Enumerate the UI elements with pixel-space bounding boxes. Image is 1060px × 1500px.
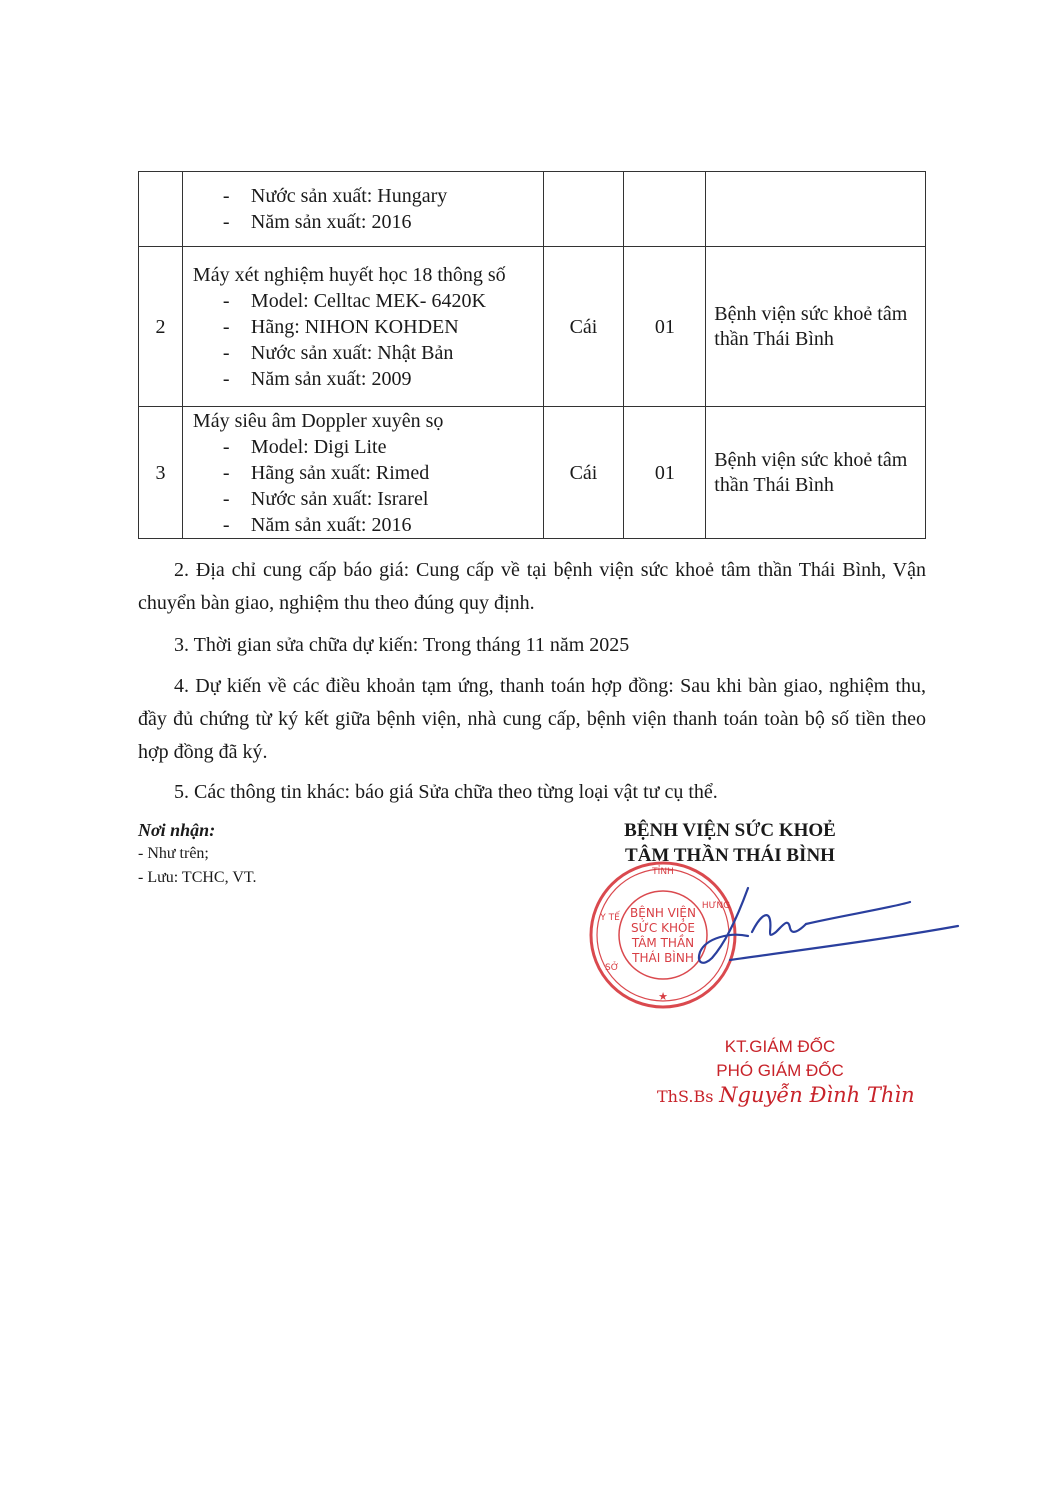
spec-item: - Hãng sản xuất: Rimed [221, 460, 537, 486]
signer-roles [680, 1035, 880, 1083]
equipment-name: Máy xét nghiệm huyết học 18 thông số [192, 263, 506, 286]
spec-list [193, 183, 537, 235]
paragraph-delivery-address [138, 554, 926, 620]
equipment-description [182, 407, 543, 539]
paragraph-repair-time [138, 629, 926, 662]
signer-name: Nguyễn Đình Thìn [719, 1083, 915, 1107]
unit-cell: Cái [543, 247, 624, 407]
org-line: TÂM THẦN THÁI BÌNH [625, 845, 835, 866]
spec-item: - Năm sản xuất: 2016 [221, 209, 537, 235]
paragraph-other-info [138, 776, 926, 809]
paragraph-text: 3. Thời gian sửa chữa dự kiến: Trong tháng 11 năm 2025 [174, 634, 630, 656]
paragraph-text: 2. Địa chỉ cung cấp báo giá: Cung cấp về tại bệnh viện sức khoẻ tâm thần Thái Bình, Vận chuyển bàn giao, nghiệm thu theo đúng quy định. [138, 559, 926, 614]
spec-list [193, 288, 537, 392]
recipients-block [138, 818, 256, 890]
paragraph-payment-terms [138, 670, 926, 769]
quantity-cell: 01 [624, 247, 706, 407]
quantity-cell: 01 [624, 407, 706, 539]
table-row [139, 407, 926, 539]
svg-text:TỈNH: TỈNH [652, 867, 674, 877]
location-cell [706, 172, 926, 247]
svg-text:SỞ: SỞ [605, 963, 619, 973]
table-row [139, 247, 926, 407]
equipment-description [182, 172, 543, 247]
signer-role: PHÓ GIÁM ĐỐC [716, 1061, 844, 1080]
paragraph-text: 4. Dự kiến về các điều khoản tạm ứng, thanh toán hợp đồng: Sau khi bàn giao, nghiệm thu, đầy đủ chứng từ ký kết giữa bệnh viện, nhà cung cấp, bệnh viện thanh toán toàn bộ số tiền theo hợp đồng đã ký. [138, 675, 926, 763]
svg-text:BỆNH VIỆN: BỆNH VIỆN [630, 906, 696, 920]
org-line: BỆNH VIỆN SỨC KHOẺ [624, 820, 836, 841]
spec-list [193, 434, 537, 538]
location-cell: Bệnh viện sức khoẻ tâm thần Thái Bình [706, 407, 926, 539]
spec-item: - Nước sản xuất: Nhật Bản [221, 340, 537, 366]
table-row [139, 172, 926, 247]
spec-item: - Model: Digi Lite [221, 434, 537, 460]
spec-item: - Hãng: NIHON KOHDEN [221, 314, 537, 340]
spec-item: - Nước sản xuất: Israrel [221, 486, 537, 512]
handwritten-signature [690, 880, 960, 970]
spec-item: - Năm sản xuất: 2016 [221, 512, 537, 538]
paragraph-text: 5. Các thông tin khác: báo giá Sửa chữa theo từng loại vật tư cụ thể. [174, 781, 718, 803]
svg-text:TÂM THẦN: TÂM THẦN [631, 936, 695, 950]
row-number: 3 [139, 407, 183, 539]
row-number [139, 172, 183, 247]
signer-role: KT.GIÁM ĐỐC [724, 1037, 836, 1056]
svg-text:SỨC KHỎE: SỨC KHỎE [630, 921, 696, 935]
equipment-table [138, 171, 926, 539]
svg-text:HƯNG: HƯNG [701, 901, 731, 911]
spec-item: - Năm sản xuất: 2009 [221, 366, 537, 392]
unit-cell: Cái [543, 407, 624, 539]
spec-item: - Nước sản xuất: Hungary [221, 183, 537, 209]
equipment-description [182, 247, 543, 407]
quantity-cell [624, 172, 706, 247]
svg-text:★: ★ [658, 990, 668, 1003]
recipient-item: - Như trên; [138, 845, 209, 862]
spec-item: - Model: Celltac MEK- 6420K [221, 288, 537, 314]
row-number: 2 [139, 247, 183, 407]
equipment-name: Máy siêu âm Doppler xuyên sọ [192, 409, 444, 432]
location-cell: Bệnh viện sức khoẻ tâm thần Thái Bình [706, 247, 926, 407]
svg-text:Y TẾ: Y TẾ [600, 913, 620, 923]
recipients-label: Nơi nhận: [138, 820, 216, 840]
recipient-item: - Lưu: TCHC, VT. [138, 869, 257, 886]
svg-text:THÁI BÌNH: THÁI BÌNH [632, 951, 694, 965]
unit-cell [543, 172, 624, 247]
signer-name-line [657, 1083, 915, 1107]
signer-title: ThS.Bs [657, 1087, 714, 1106]
